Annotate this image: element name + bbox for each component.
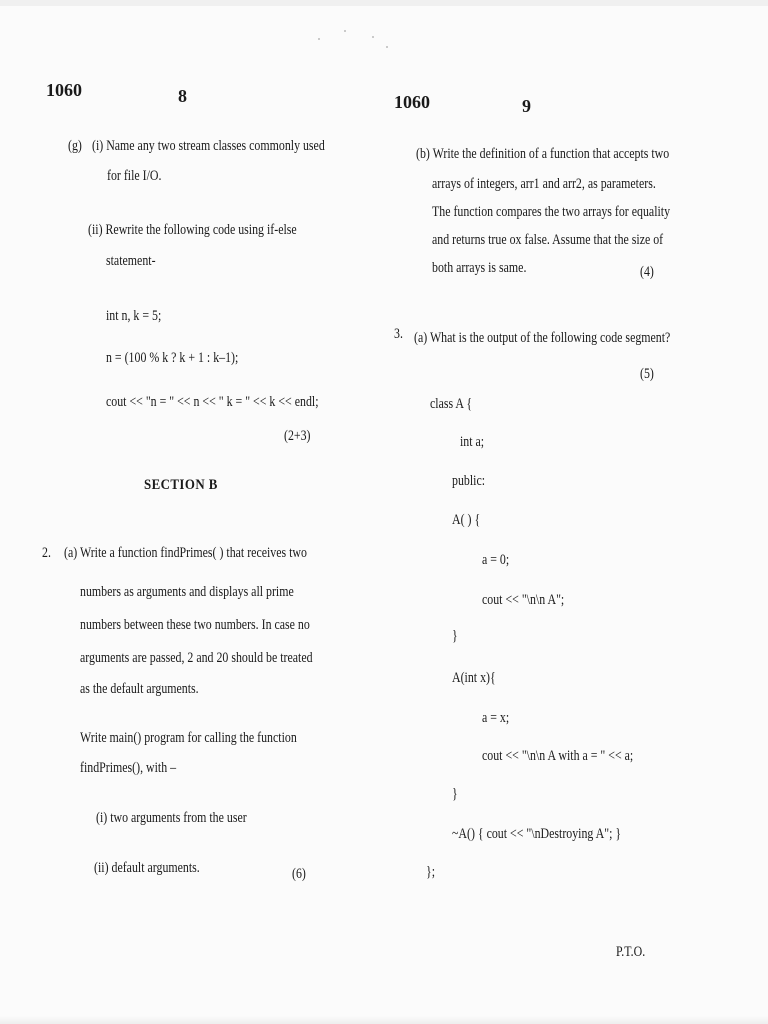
scan-speck — [318, 38, 320, 40]
page-number-right: 9 — [522, 96, 531, 116]
code-line: int a; — [460, 434, 485, 450]
paper-code-left: 1060 — [46, 80, 82, 100]
code-line: ~A() { cout << "\nDestroying A"; } — [452, 826, 622, 842]
question-number-2: 2. — [42, 545, 51, 561]
code-line: class A { — [430, 396, 473, 412]
q2a-line: (a) Write a function findPrimes( ) that receives two — [64, 545, 307, 561]
code-line: cout << "n = " << n << " k = " << k << endl; — [106, 394, 319, 410]
q2b-line: and returns true ox false. Assume that the size of — [432, 232, 664, 248]
q3a-text: (a) What is the output of the following code segment? — [414, 330, 671, 346]
marks-q3: (5) — [640, 366, 654, 382]
scan-edge-top — [0, 0, 768, 6]
q2a-line: numbers between these two numbers. In case no — [80, 617, 310, 633]
paper-code-right: 1060 — [394, 92, 430, 112]
question-label-g: (g) — [68, 138, 82, 154]
q2b-line: (b) Write the definition of a function that accepts two — [416, 146, 670, 162]
code-line: } — [452, 628, 458, 644]
question-number-3: 3. — [394, 326, 403, 342]
code-line: A( ) { — [452, 512, 481, 528]
code-line: cout << "\n\n A with a = " << a; — [482, 748, 634, 764]
q2-main-line: Write main() program for calling the function — [80, 730, 297, 746]
scan-speck — [372, 36, 374, 38]
footer-pto: P.T.O. — [616, 944, 646, 960]
q2b-line: arrays of integers, arr1 and arr2, as parameters. — [432, 176, 656, 192]
q2a-line: as the default arguments. — [80, 681, 199, 697]
q2b-line: The function compares the two arrays for equality — [432, 204, 671, 220]
code-line: public: — [452, 473, 486, 489]
code-line: int n, k = 5; — [106, 308, 162, 324]
section-heading: SECTION B — [144, 477, 218, 493]
code-line: a = x; — [482, 710, 510, 726]
scan-speck — [344, 30, 346, 32]
q2-option-i: (i) two arguments from the user — [96, 810, 247, 826]
q2-option-ii: (ii) default arguments. — [94, 860, 200, 876]
scan-speck — [386, 46, 388, 48]
q1g-part-i-cont: for file I/O. — [107, 168, 162, 184]
code-line: cout << "\n\n A"; — [482, 592, 565, 608]
marks-q2: (6) — [292, 866, 306, 882]
marks-q1g: (2+3) — [284, 428, 311, 444]
code-line: n = (100 % k ? k + 1 : k–1); — [106, 350, 239, 366]
code-line: A(int x){ — [452, 670, 496, 686]
marks-q2b: (4) — [640, 264, 654, 280]
code-line: } — [452, 786, 458, 802]
code-line: a = 0; — [482, 552, 510, 568]
page-number-left: 8 — [178, 86, 187, 106]
code-line: }; — [426, 864, 436, 880]
q2a-line: numbers as arguments and displays all prime — [80, 584, 294, 600]
q2a-line: arguments are passed, 2 and 20 should be treated — [80, 650, 313, 666]
q1g-part-ii: (ii) Rewrite the following code using if-else — [88, 222, 297, 238]
q2-main-line: findPrimes(), with – — [80, 760, 177, 776]
q1g-part-i: (i) Name any two stream classes commonly used — [92, 138, 325, 154]
scan-edge-bottom — [0, 1016, 768, 1024]
q2b-line: both arrays is same. — [432, 260, 527, 276]
q1g-part-ii-cont: statement- — [106, 253, 156, 269]
